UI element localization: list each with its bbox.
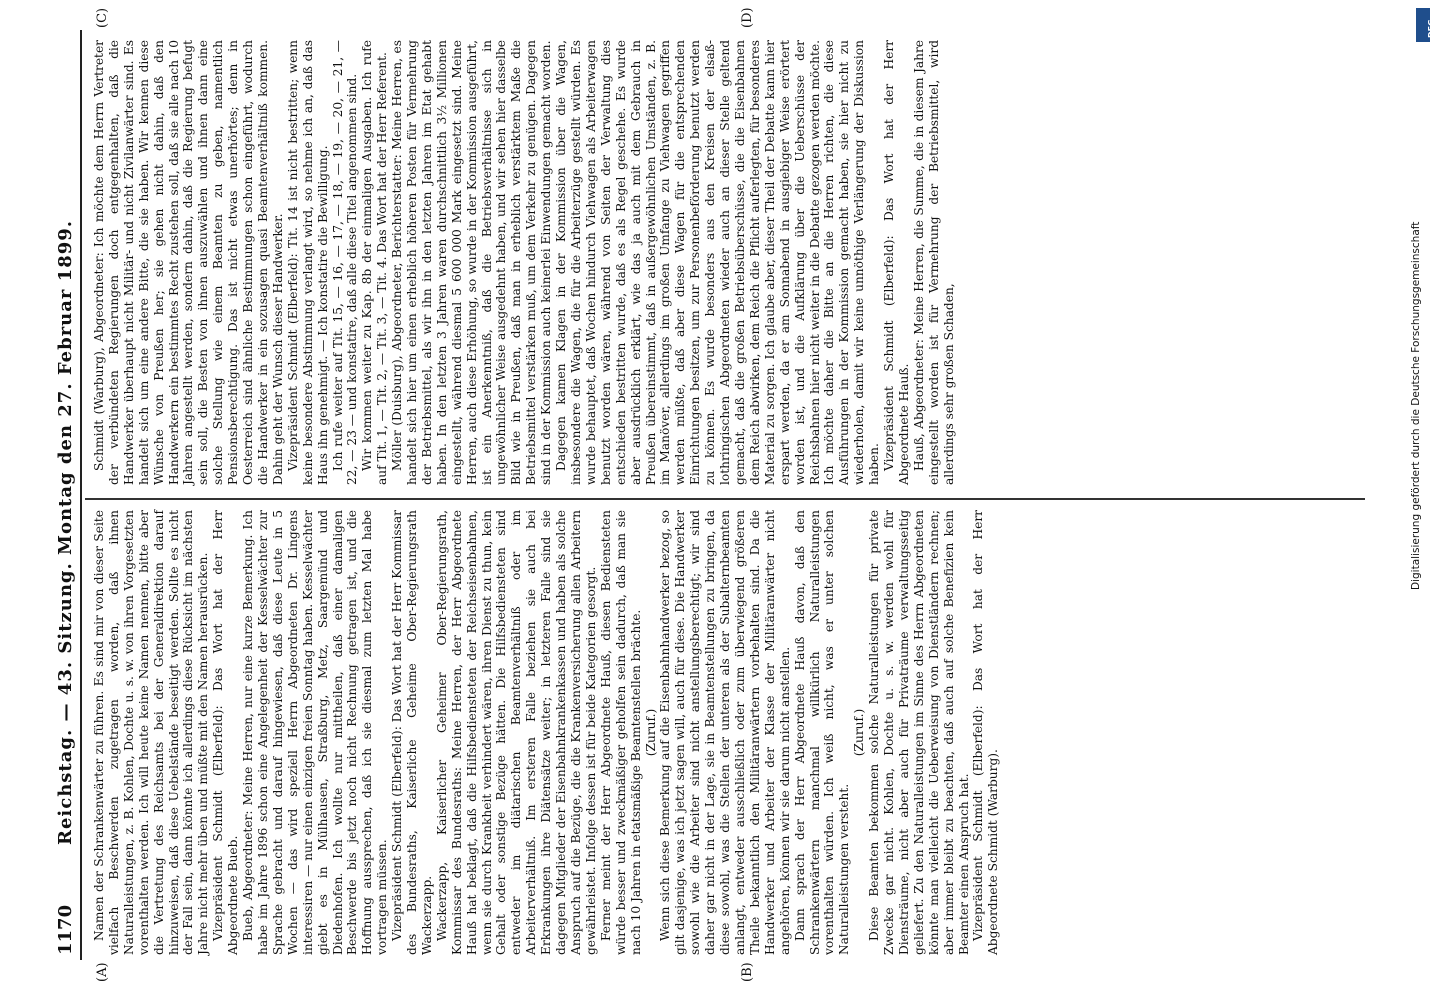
- left-column-paragraph: (Zuruf.): [852, 708, 867, 757]
- dfg-logo: [1416, 8, 1436, 42]
- page-header: [55, 30, 75, 955]
- marker-c: (C): [95, 7, 110, 28]
- right-column: [92, 40, 1362, 485]
- credit-text: Digitalisierung gefördert durch die Deutsche Forschungsgemeinschaft: [1410, 221, 1422, 590]
- page-title: Reichstag. — 43. Sitzung. Montag den 27. Februar 1899.: [55, 219, 76, 845]
- left-column-paragraph: Ferner meint der Herr Abgeordnete Hauß, diesen Bediensteten würde besser und zweckmäßiger geholfen sein dadurch, daß man sie nach 10 Jahren in etatsmäßige Beamtenstellen brächte.: [598, 510, 643, 955]
- left-column-paragraph: Vizepräsident Schmidt (Elberfeld): Das Wort hat der Herr Abgeordnete Schmidt (Warburg).: [971, 510, 1001, 955]
- page-number: 1170: [55, 904, 76, 955]
- marker-b: (B): [740, 962, 755, 982]
- left-column: [92, 510, 1362, 955]
- left-column-paragraph: Bueb, Abgeordneter: Meine Herren, nur eine kurze Bemerkung. Ich habe im Jahre 1896 schon eine Angelegenheit der Kesselwächter zur Sprache gebracht und darauf hingewiesen, daß diese Leute in 5 Wochen — das wird speziell Herrn Abgeordneten Dr. Lingens interessiren — nur einen einzigen freien Sonntag haben. Kesselwächter giebt es in Mülhausen, Straßburg, Metz, Saargemünd und Diedenhofen. Ich wollte nur mittheilen, daß einer damaligen Beschwerde bis jetzt noch nicht Rechnung getragen ist, und die Hoffnung aussprechen, daß ich sie diesmal zum letzten Mal habe vortragen müssen.: [241, 510, 390, 955]
- left-column-paragraph: Dann sprach der Herr Abgeordnete Hauß davon, daß den Schrankenwärtern manchmal willkürlich Naturalleistungen vorenthalten würden. Ich weiß nicht, was er unter solchen Naturalleistungen versteht.: [792, 510, 852, 955]
- column-divider: [85, 499, 1365, 501]
- left-column-paragraph: Namen der Schrankenwärter zu führen. Es sind mir von dieser Seite vielfach Beschwerden zugetragen worden, daß ihnen Naturalleistungen, z. B. Kohlen, Dochte u. s. w. von ihren Vorgesetzten vorenthalten werden. Ich will heute keine Namen nennen, bitte aber die Vertretung des Reichsamts bei der Generaldirektion darauf hinzuweisen, daß diese Uebelstände beseitigt werden. Sollte es nicht der Fall sein, dann könnte ich allerdings diese Rücksicht im nächsten Jahre nicht mehr üben und müßte mit den Namen herausrücken.: [92, 510, 211, 955]
- header-rule: [80, 30, 82, 960]
- left-column-paragraph: Vizepräsident Schmidt (Elberfeld): Das Wort hat der Herr Kommissar des Bundesraths, Kaiserliche Geheime Ober-Regierungsrath Wackerzapp.: [390, 510, 434, 955]
- right-column-paragraph: Vizepräsident Schmidt (Elberfeld): Das Wort hat der Herr Abgeordnete Hauß.: [882, 40, 911, 485]
- marker-d: (D): [740, 7, 755, 28]
- marker-a: (A): [95, 962, 110, 982]
- digitization-credit: [1396, 30, 1422, 590]
- left-column-paragraph: Vizepräsident Schmidt (Elberfeld): Das Wort hat der Herr Abgeordnete Bueb.: [211, 510, 241, 955]
- right-column-paragraph: Hauß, Abgeordneter: Meine Herren, die Summe, die in diesem Jahre eingestellt worden ist für Vermehrung der Betriebsmittel, wird allerdings sehr großen Schaden,: [911, 40, 956, 485]
- right-column-paragraph: Ich rufe weiter auf Tit. 15, — 16, — 17, — 18, — 19, — 20, — 21, — 22, — 23 — und konstatire, daß alle diese Titel angenommen sind.: [330, 40, 360, 485]
- right-column-paragraph: Möller (Duisburg), Abgeordneter, Berichterstatter: Meine Herren, es handelt sich hier um einen erheblich höheren Posten für Vermehrung der Betriebsmittel, als wir ihn in den letzten Jahren im Etat gehabt haben. In den letzten 3 Jahren waren durchschnittlich 3½ Millionen eingestellt, während diesmal 5 600 000 Mark eingesetzt sind. Meine Herren, auch diese Erhöhung, so wurde in der Kommission ausgeführt, ist ein Anerkenntniß, daß die Betriebsverhältnisse sich in ungewöhnlicher Weise ausgedehnt haben, und wir sehen hier dasselbe Bild wie in Preußen, daß man in erheblich verstärktem Maße die Betriebsmittel verstärken muß, um dem Verkehr zu genügen. Dagegen sind in der Kommission auch keinerlei Einwendungen gemacht worden.: [390, 40, 554, 485]
- left-column-paragraph: Wackerzapp, Kaiserlicher Geheimer Ober-Regierungsrath, Kommissar des Bundesraths: Meine Herren, der Herr Abgeordnete Hauß hat beklagt, daß die Hilfsbediensteten der Reichseisenbahnen, wenn sie durch Krankheit verhindert wären, ihren Dienst zu thun, kein Gehalt oder sonstige Bezüge hätten. Die Hilfsbediensteten sind entweder im diätarischen Beamtenverhältniß oder im Arbeiterverhältniß. Im ersteren Falle beziehen sie auch bei Erkrankungen ihre Diätensätze weiter; in letzteren Falle sind sie dagegen Mitglieder der Eisenbahnkrankenkassen und haben als solche Anspruch auf die Bezüge, die die Krankenversicherung allen Arbeitern gewährleistet. Infolge dessen ist für beide Kategorien gesorgt.: [434, 510, 598, 955]
- right-column-paragraph: Schmidt (Warburg), Abgeordneter: Ich möchte dem Herrn Vertreter der verbündeten Regierungen doch entgegenhalten, daß die Handwerker überhaupt nicht Militär- und nicht Zivilanwärter sind. Es handelt sich um eine andere Bitte, die sie haben. Wir kennen diese Wünsche von Preußen her; sie gehen nicht dahin, daß den Handwerkern ein bestimmtes Recht zustehen soll, daß sie alle nach 10 Jahren angestellt werden, sondern dahin, daß die Regierung befugt sein soll, die Besten von ihnen auszuwählen und ihnen dann eine solche Stellung wie einem Beamten zu geben, namentlich Pensionsberechtigung. Das ist nicht etwas unerhörtes; denn in Oesterreich sind ähnliche Bestimmungen schon eingeführt, wodurch die Handwerker in ein sozusagen quasi Beamtenverhältniß kommen. Dahin geht der Wunsch dieser Handwerker.: [92, 40, 285, 485]
- left-column-paragraph: (Zuruf.): [643, 708, 658, 757]
- left-column-paragraph: Wenn sich diese Bemerkung auf die Eisenbahnhandwerker bezog, so gilt dasjenige, was ich jetzt sagen will, auch für diese. Die Handwerker sowohl wie die Arbeiter sind nicht anstellungsberechtigt; wir sind daher gar nicht in der Lage, sie in Beamtenstellungen zu bringen, da diese sowohl, was die Stellen der unteren als der Subalternbeamten anlangt, entweder ausschließlich oder zum überwiegend größeren Theile bekanntlich den Militäranwärtern vorbehalten sind. Da die Handwerker und Arbeiter der Klasse der Militäranwärter nicht angehören, können wir sie darum nicht anstellen.: [658, 510, 792, 955]
- right-column-paragraph: Vizepräsident Schmidt (Elberfeld): Tit. 14 ist nicht bestritten; wenn keine besondere Abstimmung verlangt wird, so nehme ich an, daß das Haus ihn genehmigt. — Ich konstatire die Bewilligung.: [285, 40, 330, 485]
- right-column-paragraph: Dagegen kamen Klagen in der Kommission über die Wagen, insbesondere die Wagen, die für die Arbeiterzüge gestellt würden. Es wurde behauptet, daß Wochen hindurch Viehwagen als Arbeiterwagen benutzt worden wären, während von Seiten der Verwaltung dies entschieden bestritten wurde, daß es als Regel geschehe. Es wurde aber ausdrücklich erklärt, wie das ja auch mit dem Gebrauch in Preußen übereinstimmt, daß in außergewöhnlichen Umständen, z. B. im Manöver, allerdings im großen Umfange zu Viehwagen gegriffen werden müßte, daß aber diese Wagen für die entsprechenden Einrichtungen besitzen, um zur Personenbeförderung benutzt werden zu können. Es wurde besonders aus den Kreisen der elsaß-lothringischen Abgeordneten wieder auch an dieser Stelle geltend gemacht, daß die großen Betriebsüberschüsse, die die Eisenbahnen dem Reich abwirken, dem Reich die Pflicht auferlegten, für besonderes Material zu sorgen. Ich glaube aber, dieser Theil der Debatte kann hier erspart werden, da er am Sonnabend in ausgiebiger Weise erörtert worden ist, und die Aufklärung über die Ueberschüsse der Reichsbahnen hier nicht weiter in die Debatte gezogen werden möchte. Ich möchte daher die Bitte an die Herren richten, die diese Ausführungen in der Kommission gemacht haben, sie hier nicht zu wiederholen, damit wir keine unnöthige Verlängerung der Diskussion haben.: [554, 40, 882, 485]
- left-column-paragraph: Diese Beamten bekommen solche Naturalleistungen für private Zwecke gar nicht. Kohlen, Dochte u. s. w. werden wohl für Diensträume, nicht aber auch für Privaträume verwaltungsseitig geliefert. Zu den Naturalleistungen im Sinne des Herrn Abgeordneten könnte man vielleicht die Ueberweisung von Dienstländern rechnen; aber immer bleibt zu beachten, daß auch auf solche Benefizien kein Beamter einen Anspruch hat.: [867, 510, 971, 955]
- dfg-logo-text: DFG: [1427, 19, 1436, 38]
- right-column-paragraph: Wir kommen weiter zu Kap. 8b der einmaligen Ausgaben. Ich rufe auf Tit. 1, — Tit. 2, — Tit. 3, — Tit. 4. Das Wort hat der Herr Referent.: [360, 40, 390, 485]
